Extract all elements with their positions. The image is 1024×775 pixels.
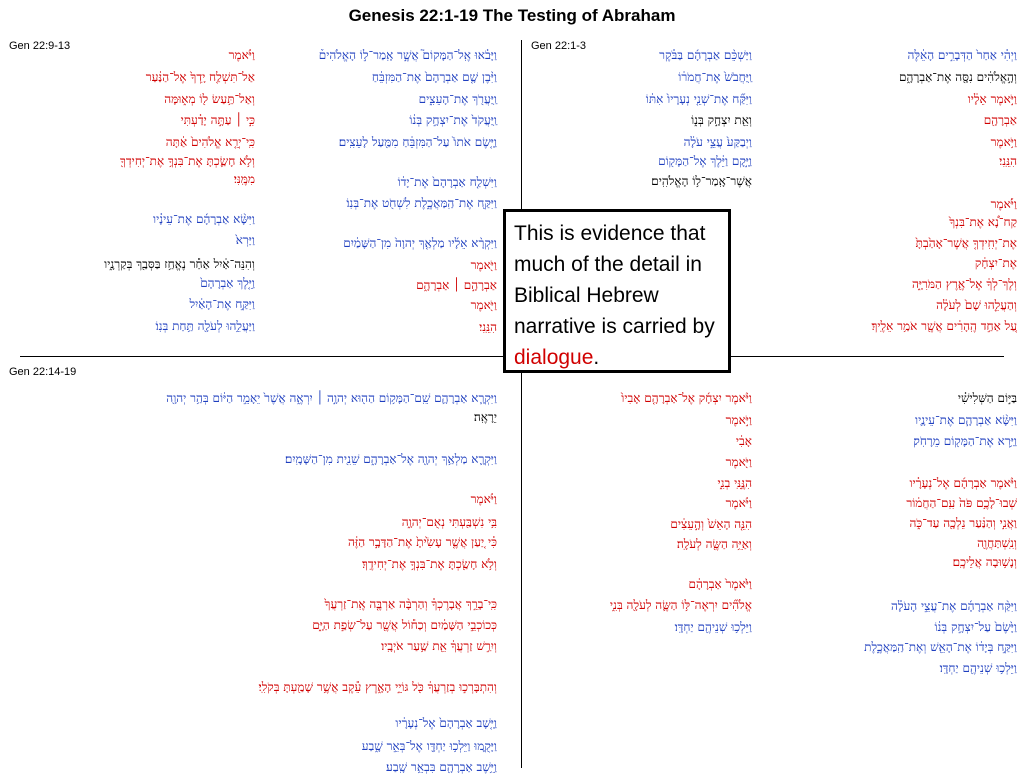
note-period: . xyxy=(593,346,600,369)
br-col1-line: וַיָּ֙שֶׂם֙ עַל־יִצְחָ֣ק בְּנ֔וֹ xyxy=(934,620,1017,634)
br-col2-line: הִנֶּ֣נִּֽי בְנִ֑י xyxy=(717,476,752,490)
br-col1-line: וַיִּשָּׂ֨א אַבְרָהָ֧ם אֶת־עֵינָ֛יו xyxy=(915,413,1017,427)
tl-col2-line: כִּֽי־יְרֵ֤א אֱלֹהִים֙ אַ֔תָּה xyxy=(165,135,255,149)
br-col2-line: וַיֹּ֗אמֶר xyxy=(725,496,752,510)
tl-col1-line: וַֽיַּעֲקֹד֙ אֶת־יִצְחָ֣ק בְּנ֔וֹ xyxy=(409,113,497,127)
tl-col2-line: אַל־תִּשְׁלַ֤ח יָֽדְךָ֙ אֶל־הַנַּ֔עַר xyxy=(145,70,255,84)
br-col1-line: שְׁבוּ־לָכֶ֥ם פֹּה֙ עִֽם־הַחֲמ֔וֹר xyxy=(906,496,1017,510)
tr-col1-line: הִנֵּֽנִי׃ xyxy=(999,154,1017,168)
tr-col1-line: עַ֚ל אַחַ֣ד הֶֽהָרִ֔ים אֲשֶׁ֖ר אֹמַ֥ר אֵלֶֽיךָ׃ xyxy=(871,319,1017,333)
br-col1-line: וַאֲנִ֣י וְהַנַּ֔עַר נֵלְכָ֖ה עַד־כֹּ֑ה xyxy=(909,516,1017,530)
br-col1-line: וְנָשׁ֥וּבָה אֲלֵיכֶֽם׃ xyxy=(952,555,1017,569)
br-col1-line: וַיַּ֥רְא אֶת־הַמָּק֖וֹם מֵרָחֹֽק׃ xyxy=(913,434,1017,448)
tr-col1-line: וַיְהִ֗י אַחַר֙ הַדְּבָרִ֣ים הָאֵ֔לֶּה xyxy=(907,48,1017,62)
bl-lines-line: וַיִּקְרָ֛א מַלְאַ֥ךְ יְהוָ֖ה אֶל־אַבְרָהָ֑ם שֵׁנִ֖ית מִן־הַשָּׁמָֽיִם׃ xyxy=(284,452,497,466)
br-col2-line: אֱלֹהִ֞ים יִרְאֶה־לּ֥וֹ הַשֶּׂ֛ה לְעֹלָ֖ה בְּנִ֑י xyxy=(609,598,752,612)
br-col2-line: וַיֹּ֣אמֶר xyxy=(725,413,752,427)
bl-lines-line: כִּ֗י יַ֚עַן אֲשֶׁ֤ר עָשִׂ֙יתָ֙ אֶת־הַדָּבָ֣ר הַזֶּ֔ה xyxy=(347,535,497,549)
tl-col1-line: הִנֵּֽנִי׃ xyxy=(479,320,497,334)
br-col2-line: אָבִ֔י xyxy=(735,434,752,448)
tl-col1-line: וַיִּשְׁלַ֤ח אַבְרָהָם֙ אֶת־יָד֔וֹ xyxy=(397,175,497,189)
bl-lines-line: וַיָּקֻ֛מוּ וַיֵּלְכ֥וּ יַחְדָּ֖ו אֶל־בְּאֵ֣ר שָׁ֑בַע xyxy=(361,739,497,753)
bl-lines-line: כִּֽי־בָרֵ֣ךְ אֲבָרֶכְךָ֗ וְהַרְבָּ֨ה אַרְבֶּ֤ה אֶֽת־זַרְעֲךָ֙ xyxy=(324,597,497,611)
tl-col1-line: וַֽיַּעֲרֹ֖ךְ אֶת־הָעֵצִ֑ים xyxy=(418,92,497,106)
br-col1-line: וַיִּקַּ֣ח בְּיָד֔וֹ אֶת־הָאֵ֖שׁ וְאֶת־הַֽמַּאֲכֶ֑לֶת xyxy=(864,640,1017,654)
ref-gen-22-14-19: Gen 22:14-19 xyxy=(9,366,77,378)
br-col2-line: הִנֵּ֤ה הָאֵשׁ֙ וְהָ֣עֵצִ֔ים xyxy=(670,517,752,531)
tr-col2-line: וְאֵ֖ת יִצְחָ֣ק בְּנ֑וֹ xyxy=(691,113,752,127)
br-col2-line: וַיֹּ֙אמֶר֙ אַבְרָהָ֔ם xyxy=(688,577,752,591)
tl-col2-line: וְלֹ֥א חָשַׂ֛כְתָּ אֶת־בִּנְךָ֥ אֶת־יְחִידְךָ֖ xyxy=(120,154,255,168)
tr-col1-line: אַבְרָהָ֖ם xyxy=(983,113,1017,127)
tl-col2-line: מִמֶּֽנִּי׃ xyxy=(233,172,255,186)
bl-lines-line: וְיִרַ֣שׁ זַרְעֲךָ֔ אֵ֖ת שַׁ֥עַר אֹיְבָֽיו׃ xyxy=(381,639,497,653)
bl-lines-line: וַיֹּ֗אמֶר xyxy=(470,492,497,506)
bl-lines-line: בִּ֥י נִשְׁבַּ֖עְתִּי נְאֻם־יְהוָ֑ה xyxy=(401,515,497,529)
dialogue-note-box xyxy=(503,209,731,373)
br-col2-line: וַיֹּ֖אמֶר xyxy=(725,455,752,469)
bl-lines-line: וַיִּקְרָ֧א אַבְרָהָ֛ם שֵֽׁם־הַמָּק֥וֹם הַה֖וּא יְהוָ֣ה ׀ יִרְאֶ֑ה אֲשֶׁר֙ יֵאָמֵ֣ר הַיּ֔וֹם בְּהַ֥ר יְהוָ֖ה xyxy=(166,391,497,405)
tr-col2-line: וַיַּשְׁכֵּ֨ם אַבְרָהָ֜ם בַּבֹּ֗קֶר xyxy=(659,48,752,62)
br-col2-line: וְאַיֵּ֥ה הַשֶּׂ֖ה לְעֹלָֽה׃ xyxy=(676,537,752,551)
tr-col2-line: וַיִּקַּ֞ח אֶת־שְׁנֵ֤י נְעָרָיו֙ אִתּ֔וֹ xyxy=(645,92,752,106)
tr-col2-line: וַיָּ֣קָם וַיֵּ֔לֶךְ אֶל־הַמָּק֖וֹם xyxy=(658,154,752,168)
tl-col1-line: וַיָּבֹ֗אוּ אֶֽל־הַמָּקוֹם֮ אֲשֶׁ֣ר אָֽמַר־ל֣וֹ הָאֱלֹהִים֒ xyxy=(318,48,497,62)
tr-col1-line: וַיֹּ֣אמֶר אֵלָ֔יו xyxy=(967,92,1017,106)
tl-col2-line: וַיִּשָּׂ֨א אַבְרָהָ֜ם אֶת־עֵינָ֗יו xyxy=(153,212,255,226)
br-col1-line: וַיִּקַּ֨ח אַבְרָהָ֜ם אֶת־עֲצֵ֣י הָעֹלָ֗ה xyxy=(891,599,1017,613)
tr-col2-line: וַיְבַקַּע֙ עֲצֵ֣י עֹלָ֔ה xyxy=(683,135,752,149)
bl-lines-line: וַיָּ֤שָׁב אַבְרָהָם֙ אֶל־נְעָרָ֔יו xyxy=(395,716,497,730)
tl-col2-line: וְאַל־תַּ֥עַשׂ ל֖וֹ מְא֑וּמָּה xyxy=(164,92,255,106)
br-col1-line: וַיֵּלְכ֥וּ שְׁנֵיהֶ֖ם יַחְדָּֽו׃ xyxy=(939,661,1017,675)
tr-col1-line: אֶת־יִצְחָ֔ק xyxy=(974,256,1017,270)
bl-lines-line: וְלֹ֥א חָשַׂ֖כְתָּ אֶת־בִּנְךָ֥ אֶת־יְחִידֶֽךָ׃ xyxy=(362,557,497,571)
br-col1-line: וְנִֽשְׁתַּחֲוֶ֖ה xyxy=(977,536,1017,550)
ref-gen-22-1-3: Gen 22:1-3 xyxy=(531,40,587,52)
tr-col1-line: וְלֶךְ־לְךָ֔ אֶל־אֶ֖רֶץ הַמֹּרִיָּ֑ה xyxy=(911,277,1017,291)
tl-col1-line: וַיֹּ֖אמֶר xyxy=(470,258,497,272)
tl-col1-line: וַיִּקַּ֖ח אֶת־הַֽמַּאֲכֶ֑לֶת לִשְׁחֹ֖ט אֶת־בְּנֽוֹ׃ xyxy=(346,196,497,210)
tl-col2-line: וַיִּקַּ֣ח אֶת־הָאַ֔יִל xyxy=(189,297,255,311)
tl-col1-line: וַיִּקְרָ֨א אֵלָ֜יו מַלְאַ֤ךְ יְהוָה֙ מִן־הַשָּׁמַ֔יִם xyxy=(343,236,497,250)
br-col2-line: וַיֹּ֨אמֶר יִצְחָ֜ק אֶל־אַבְרָהָ֤ם אָבִיו֙ xyxy=(621,391,752,405)
tl-col2-line: וַיֵּ֤לֶךְ אַבְרָהָם֙ xyxy=(200,276,255,290)
bl-lines-line: יֵרָאֶֽה׃ xyxy=(473,410,497,424)
tl-col1-line: וַיֹּ֖אמֶר xyxy=(470,298,497,312)
tl-col1-line: וַיִּ֨בֶן שָׁ֤ם אַבְרָהָם֙ אֶת־הַמִּזְבֵּ֔חַ xyxy=(371,70,497,84)
note-highlight: dialogue xyxy=(514,346,594,369)
tr-col1-line: וַיֹּ֥אמֶר xyxy=(990,135,1017,149)
tr-col1-line: קַח־נָ֠א אֶת־בִּנְךָ֙ xyxy=(949,215,1017,229)
br-col1-line: וַיֹּ֨אמֶר אַבְרָהָ֜ם אֶל־נְעָרָ֗יו xyxy=(909,476,1017,490)
br-col1-line: בַּיּ֣וֹם הַשְּׁלִישִׁ֗י xyxy=(957,391,1017,405)
tl-col2-line: וַיַּעֲלֵ֥הוּ לְעֹלָ֖ה תַּ֥חַת בְּנֽוֹ׃ xyxy=(155,319,255,333)
tl-col1-line: וַיָּ֤שֶׂם אֹתוֹ֙ עַל־הַמִּזְבֵּ֔חַ מִמַּ֖עַל לָעֵצִֽים׃ xyxy=(338,135,497,149)
bl-lines-line: כְּכוֹכְבֵ֣י הַשָּׁמַ֔יִם וְכַח֕וֹל אֲשֶׁ֖ר עַל־שְׂפַ֣ת הַיָּ֑ם xyxy=(312,618,497,632)
tl-col2-line: וַיֹּ֗אמֶר xyxy=(228,48,255,62)
tl-col2-line: וַיַּרְא֙ xyxy=(235,233,255,247)
tr-col1-line: וַיֹּ֡אמֶר xyxy=(990,197,1017,211)
tr-col2-line: אֲשֶׁר־אָֽמַר־ל֥וֹ הָאֱלֹהִֽים׃ xyxy=(651,174,752,188)
tr-col1-line: וְהָ֣אֱלֹהִ֔ים נִסָּ֖ה אֶת־אַבְרָהָ֑ם xyxy=(899,70,1017,84)
br-col2-line: וַיֵּלְכ֥וּ שְׁנֵיהֶ֖ם יַחְדָּֽו׃ xyxy=(674,620,752,634)
ref-gen-22-9-13: Gen 22:9-13 xyxy=(9,40,71,52)
bl-lines-line: וְהִתְבָּרְכ֣וּ בְזַרְעֲךָ֔ כֹּ֖ל גּוֹיֵ֣י הָאָ֑רֶץ עֵ֕קֶב אֲשֶׁ֥ר שָׁמַ֖עְתָּ בְּקֹלִֽי׃ xyxy=(258,680,497,694)
tl-col2-line: כִּ֣י ׀ עַתָּ֣ה יָדַ֗עְתִּי xyxy=(180,113,255,127)
tl-col2-line: וְהִנֵּה־אַ֔יִל אַחַ֕ר נֶאֱחַ֥ז בַּסְּבַ֖ךְ בְּקַרְנָ֑יו xyxy=(104,257,255,271)
tr-col1-line: וְהַעֲלֵ֤הוּ שָׁם֙ לְעֹלָ֔ה xyxy=(936,298,1017,312)
tr-col2-line: וַֽיַּחֲבֹשׁ֙ אֶת־חֲמֹר֔וֹ xyxy=(678,70,752,84)
bl-lines-line: וַיֵּ֥שֶׁב אַבְרָהָ֖ם בִּבְאֵ֥ר שָֽׁבַע׃ xyxy=(386,760,497,774)
tr-col1-line: אֶת־יְחִֽידְךָ֤ אֲשֶׁר־אָהַ֙בְתָּ֙ xyxy=(915,236,1017,250)
tl-col1-line: אַבְרָהָ֣ם ׀ אַבְרָהָ֑ם xyxy=(416,278,497,292)
vertical-divider xyxy=(521,40,522,768)
page-title: Genesis 22:1-19 The Testing of Abraham xyxy=(348,6,676,25)
note-text: This is evidence that much of the detail in Biblical Hebrew narrative is carried by xyxy=(514,222,715,338)
